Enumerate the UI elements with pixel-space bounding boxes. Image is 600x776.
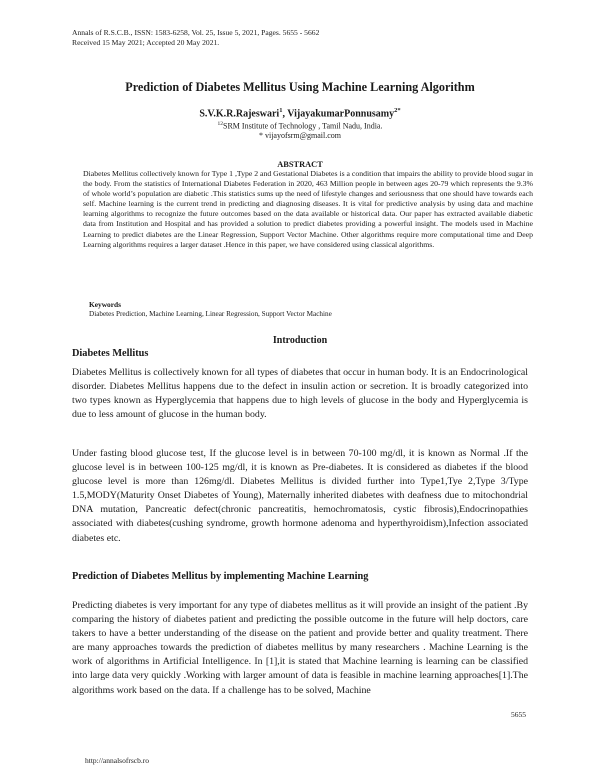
author-separator: , <box>282 108 288 120</box>
footer-url[interactable]: http://annalsofrscb.ro <box>85 756 149 765</box>
keywords-text: Diabetes Prediction, Machine Learning, Linear Regression, Support Vector Machine <box>89 310 332 318</box>
page-number: 5655 <box>511 710 526 719</box>
introduction-heading: Introduction <box>272 335 328 346</box>
affiliation-sup: 12 <box>217 121 224 127</box>
author-email: * vijayofsrm@gmail.com <box>258 131 342 140</box>
author-1: S.V.K.R.Rajeswari <box>199 108 280 120</box>
author-2: VijayakumarPonnusamy <box>287 108 395 120</box>
author-2-sup: 2* <box>394 107 401 114</box>
affiliation-text: SRM Institute of Technology , Tamil Nadu, India. <box>223 121 383 131</box>
abstract-text: Diabetes Mellitus collectively known for Type 1 ,Type 2 and Gestational Diabetes is a condition that impairs the ability to provide blood sugar in the body. From the statistics of International Diabetes Federation in 2020, 463 Million people in between ages 20-79 which represents the 9.3% of whole world’s population are diabetic .This statistics sums up the need of lifestyle changes and seriousness that one should have towards each self. Machine learning is the current trend in predicting and diagnosing diseases. It is vital for predictive analysis by using data and machine learning algorithms to recognize the future outcomes based on the data available or historical data. Our paper has extracted available diabetic data from Institution and Hospital and has provided a solution to predict diabetes providing a powerful insight. The models used in Machine Learning to predict diabetes are the Linear Regression, Support Vector Machine. Other algorithms require more computational time and Deep Learning algorithms requires a larger dataset .Hence in this paper, we have considered using classical algorithms. <box>83 169 533 249</box>
paper-title: Prediction of Diabetes Mellitus Using Machine Learning Algorithm <box>125 80 475 94</box>
abstract-heading: ABSTRACT <box>277 160 323 169</box>
journal-info: Annals of R.S.C.B., ISSN: 1583-6258, Vol. 25, Issue 5, 2021, Pages. 5655 - 5662 <box>72 28 320 37</box>
received-info: Received 15 May 2021; Accepted 20 May 2021. <box>72 38 220 47</box>
keywords-heading: Keywords <box>89 300 122 309</box>
section-heading-diabetes-mellitus: Diabetes Mellitus <box>72 348 149 359</box>
author-1-sup: 1 <box>279 107 283 114</box>
paragraph-glucose-levels: Under fasting blood glucose test, If the glucose level is in between 70-100 mg/dl, it is known as Normal .If the glucose level is in between 100-125 mg/dl, it is known as Pre-diabetes. It is considered as diabetes if the blood glucose level is more than 126mg/dl. Diabetes Mellitus is divided further into Type1,Tye 2,Type 3/Type 1.5,MODY(Maturity Onset Diabetes of Young), Maternally inherited diabetes with deafness due to mitochondrial DNA mutation, Pancreatic defect(chronic pancreatitis, hemochromatosis, cystic fibrosis),Endocrinopathies associated with diabetes(cushing syndrome, growth hormone adenoma and hyperthyroidism),Infection associated diabetes etc. <box>72 448 528 544</box>
paragraph-prediction: Predicting diabetes is very important for any type of diabetes mellitus as it will provide an insight of the patient .By comparing the history of diabetes patient and predicting the possible outcome in the future will help doctors, care takers to have a better understanding of the disease on the patient and provide better and quality treatment. There are many approaches towards the prediction of diabetes mellitus by many researchers . Machine Learning is the work of algorithms in Artificial Intelligence. In [1],it is stated that Machine learning is learning can be classified into large data very quickly .Working with larger amount of data is feasible in machine learning approaches[1].The algorithms work based on the data. If a challenge has to be solved, Machine <box>72 600 528 696</box>
authors <box>0 107 600 119</box>
paragraph-diabetes-intro: Diabetes Mellitus is collectively known for all types of diabetes that occur in human body. It is an Endocrinological disorder. Diabetes Mellitus happens due to the defect in insulin action or secretion. It is broadly categorized into two types known as Hyperglycemia that happens due to high levels of glucose in the body and Hyperglycemia is due to less amount of glucose in the human body. <box>72 367 528 421</box>
affiliation <box>0 121 600 131</box>
section-heading-prediction: Prediction of Diabetes Mellitus by implementing Machine Learning <box>72 571 369 582</box>
